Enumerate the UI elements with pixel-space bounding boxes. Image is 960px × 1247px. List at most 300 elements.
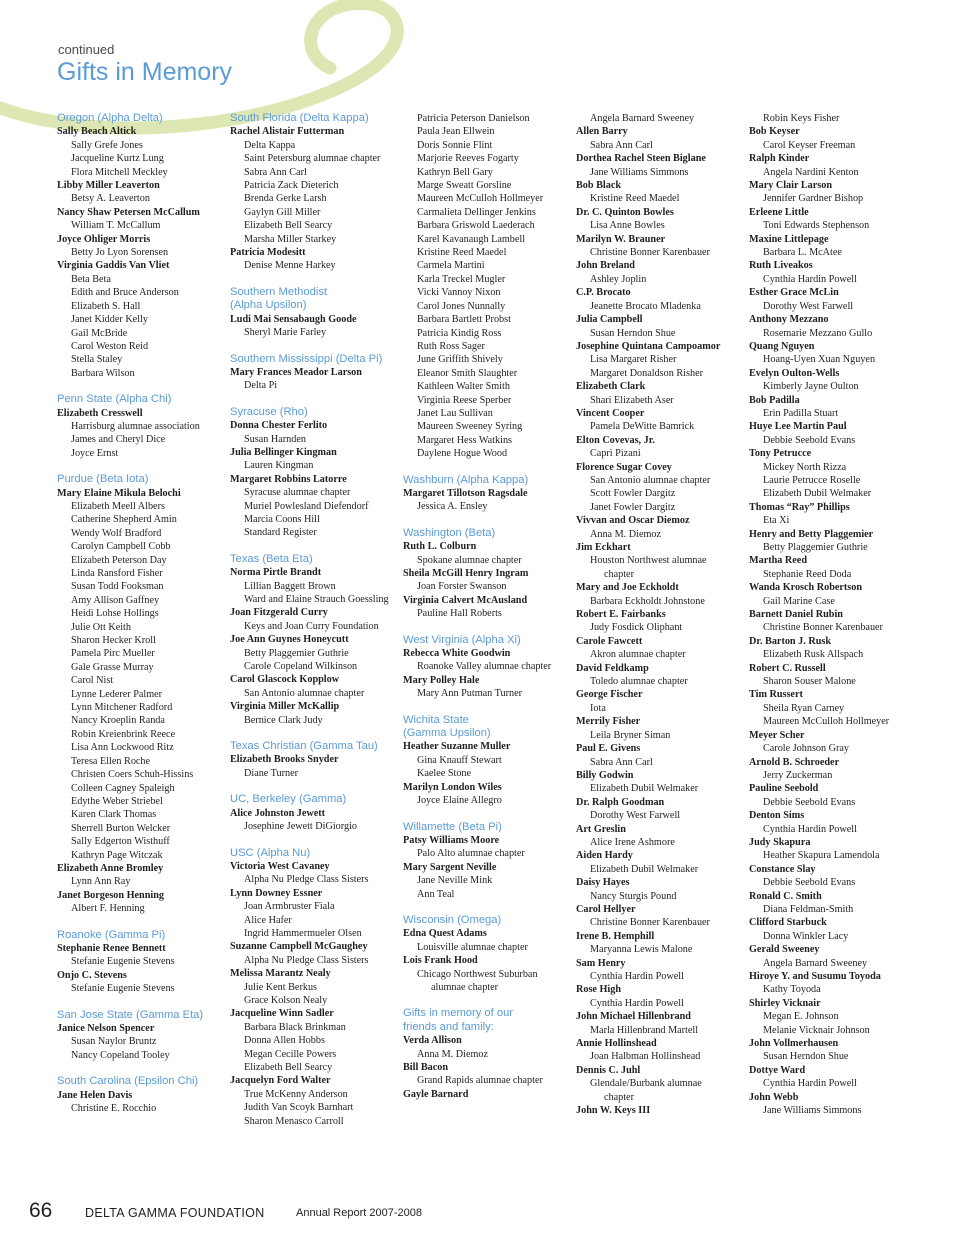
- donor-name: Marcia Coons Hill: [244, 513, 320, 525]
- donor-name: Gina Knauff Stewart: [417, 754, 502, 766]
- honoree-name: Janice Nelson Spencer: [57, 1023, 155, 1034]
- honoree-name: Carol Glascock Kopplow: [230, 674, 340, 686]
- honoree-name: Huye Lee Martin Paul: [749, 421, 847, 433]
- donor-name: Gail McBride: [71, 327, 128, 339]
- donor-name: Sabra Ann Carl: [244, 166, 307, 178]
- donor-name: Ingrid Hammermueler Olsen: [244, 927, 362, 939]
- honoree-name: Virginia Miller McKallip: [230, 701, 340, 713]
- chapter-heading: Southern Methodist: [230, 285, 328, 298]
- donor-name: Catherine Shepherd Amin: [71, 514, 177, 526]
- honoree-name: Margaret Robbins Latorre: [230, 473, 347, 485]
- donor-name: Carol Weston Reid: [71, 340, 149, 352]
- donor-name: Delta Pi: [244, 380, 278, 392]
- honoree-name: Dennis C. Juhl: [576, 1064, 641, 1076]
- donor-name: Linda Ransford Fisher: [71, 568, 163, 579]
- donor-name: Teresa Ellen Roche: [71, 755, 151, 767]
- honoree-name: Stephanie Renee Bennett: [57, 942, 166, 954]
- honoree-name: Barnett Daniel Rubin: [749, 609, 843, 621]
- donor-name: Maureen McCulloh Hollmeyer: [763, 716, 890, 728]
- donor-name: Christen Coers Schuh-Hissins: [71, 769, 194, 781]
- donor-name: Syracuse alumnae chapter: [244, 487, 351, 499]
- column-3: [403, 112, 571, 1101]
- donor-name: Betsy A. Leaverton: [71, 193, 150, 205]
- honoree-name: Carol Hellyer: [576, 903, 636, 915]
- donor-name: Kathryn Page Witczak: [71, 849, 163, 861]
- donor-name: Roanoke Valley alumnae chapter: [417, 661, 552, 673]
- chapter-section: [57, 393, 225, 460]
- donor-name: Sharon Souser Malone: [763, 676, 856, 688]
- donor-name: Angela Nardini Kenton: [763, 166, 859, 178]
- donor-name: Bernice Clark Judy: [244, 714, 323, 726]
- chapter-heading: Gifts in memory of our: [403, 1007, 514, 1020]
- honoree-name: Maxine Littlepage: [749, 233, 829, 245]
- honoree-name: Sheila McGill Henry Ingram: [403, 568, 529, 579]
- donor-name: Lisa Ann Lockwood Ritz: [71, 742, 174, 754]
- honoree-name: Mary and Joe Eckholdt: [576, 582, 679, 594]
- donor-name: Christine E. Rocchio: [71, 1103, 157, 1115]
- honoree-name: Lois Frank Hood: [403, 955, 478, 967]
- honoree-name: Wanda Krosch Robertson: [749, 582, 863, 594]
- donor-name: Edith and Bruce Anderson: [71, 287, 179, 299]
- donor-name: Lynn Mitchener Radford: [71, 702, 173, 714]
- donor-name: Kathleen Walter Smith: [417, 381, 510, 393]
- donor-name: Maureen Sweeney Syring: [417, 421, 523, 433]
- chapter-heading: Roanoke (Gamma Pi): [57, 928, 166, 941]
- donor-name: Julie Ott Keith: [71, 621, 131, 633]
- donor-name: Barbara Eckholdt Johnstone: [590, 595, 705, 607]
- honoree-name: Patricia Modesitt: [230, 247, 306, 259]
- chapter-section: [230, 793, 398, 833]
- donor-name: Carol Jones Nunnally: [417, 300, 506, 312]
- donor-name: Kathryn Bell Gary: [417, 166, 493, 178]
- honoree-name: Ralph Kinder: [749, 153, 810, 165]
- donor-name: Pamela DeWitte Bamrick: [590, 421, 695, 433]
- honoree-name: Gayle Barnard: [403, 1088, 469, 1100]
- donor-name: Kaelee Stone: [417, 768, 472, 780]
- honoree-name: Jane Helen Davis: [57, 1089, 133, 1101]
- honoree-name: Evelyn Oulton-Wells: [749, 367, 840, 379]
- donor-name: Keys and Joan Curry Foundation: [244, 620, 379, 632]
- chapter-section: [403, 474, 571, 514]
- donor-name: Lillian Baggett Brown: [244, 580, 336, 592]
- donor-name: Shari Elizabeth Aser: [590, 394, 674, 406]
- donor-name: Angela Barnard Sweeney: [590, 113, 695, 124]
- honoree-name: Bob Keyser: [749, 126, 800, 138]
- donor-name: Spokane alumnae chapter: [417, 554, 522, 566]
- donor-name: Alice Hafer: [244, 914, 292, 926]
- donor-name: Christine Bonner Karenbauer: [763, 622, 883, 634]
- donor-name: Donna Allen Hobbs: [244, 1035, 325, 1047]
- honoree-name: Shirley Vicknair: [749, 997, 821, 1009]
- donor-name: Judith Van Scoyk Barnhart: [244, 1102, 354, 1114]
- donor-name: Lisa Margaret Risher: [590, 354, 677, 366]
- donor-name: Jennifer Gardner Bishop: [763, 193, 864, 205]
- donor-name: Heidi Lohse Hollings: [71, 608, 159, 620]
- donor-name: Grand Rapids alumnae chapter: [417, 1075, 543, 1087]
- chapter-heading: UC, Berkeley (Gamma): [230, 793, 347, 806]
- honoree-name: Joan Fitzgerald Curry: [230, 607, 328, 619]
- donor-name: Elizabeth Rusk Allspach: [763, 649, 864, 661]
- donor-name: Gaylyn Gill Miller: [244, 206, 321, 218]
- donor-name: Mary Ann Putman Turner: [417, 688, 522, 700]
- honoree-name: Martha Reed: [749, 555, 807, 567]
- honoree-name: Irene B. Hemphill: [576, 930, 655, 942]
- honoree-name: Heather Suzanne Muller: [403, 741, 511, 753]
- donor-name: San Antonio alumnae chapter: [244, 687, 365, 699]
- column-4: [576, 112, 748, 1117]
- donor-name: Anna M. Diemoz: [417, 1048, 489, 1060]
- donor-name: Barbara Griswold Laederach: [417, 220, 535, 232]
- honoree-name: Billy Godwin: [576, 769, 634, 781]
- honoree-name: Elton Covevas, Jr.: [576, 434, 655, 446]
- honoree-name: Janet Borgeson Henning: [57, 889, 164, 901]
- donor-name: Donna Winkler Lacy: [763, 930, 849, 942]
- donor-name: Joyce Ernst: [71, 447, 119, 459]
- honoree-name: Judy Skapura: [749, 836, 811, 848]
- donor-name: Kimberly Jayne Oulton: [763, 381, 859, 393]
- honoree-name: Dr. Barton J. Rusk: [749, 635, 831, 647]
- donor-name: Joan Halbman Hollinshead: [590, 1051, 701, 1063]
- donor-name: Pauline Hall Roberts: [417, 608, 502, 620]
- donor-name: Carolyn Campbell Cobb: [71, 541, 171, 553]
- donor-name: Cynthia Hardin Powell: [763, 823, 857, 835]
- honoree-name: Margaret Tillotson Ragsdale: [403, 487, 528, 499]
- donor-name: Elizabeth Meell Albers: [71, 500, 165, 512]
- chapter-section: [403, 914, 571, 994]
- chapter-heading: South Carolina (Epsilon Chi): [57, 1075, 199, 1088]
- donor-name: Brenda Gerke Larsh: [244, 193, 327, 205]
- honoree-name: David Feldkamp: [576, 662, 649, 674]
- donor-name: Christine Bonner Karenbauer: [590, 917, 710, 929]
- chapter-section: [576, 112, 748, 1117]
- chapter-section: [230, 553, 398, 727]
- donor-name: Jessica A. Ensley: [417, 501, 488, 513]
- donor-name: Marsha Miller Starkey: [244, 233, 337, 245]
- donor-name: Capri Pizani: [590, 448, 641, 460]
- donor-name: Barbara Wilson: [71, 367, 135, 379]
- donor-name: Sheryl Marie Farley: [244, 327, 327, 339]
- chapter-heading: Washington (Beta): [403, 526, 496, 539]
- honoree-name: Arnold B. Schroeder: [749, 756, 840, 768]
- donor-name: Susan Herndon Shue: [763, 1051, 849, 1063]
- donor-name: Marjorie Reeves Fogarty: [417, 153, 519, 165]
- donor-name: Amy Allison Gaffney: [71, 594, 160, 606]
- chapter-heading: Syracuse (Rho): [230, 405, 308, 418]
- honoree-name: Jim Eckhart: [576, 542, 631, 553]
- honoree-name: Suzanne Campbell McGaughey: [230, 941, 368, 953]
- chapter-section: [230, 740, 398, 780]
- chapter-heading: Wichita State: [403, 713, 469, 726]
- honoree-name: Alice Johnston Jewett: [230, 807, 326, 819]
- donor-name: Cynthia Hardin Powell: [590, 997, 684, 1009]
- donor-name: Jane Neville Mink: [417, 875, 493, 887]
- donor-name: Edythe Weber Striebel: [71, 795, 163, 807]
- honoree-name: Dottye Ward: [749, 1064, 806, 1076]
- honoree-name: Denton Sims: [749, 810, 805, 822]
- donor-name: Sally Edgerton Wisthuff: [71, 836, 170, 848]
- donor-name: Kathy Toyoda: [763, 984, 821, 996]
- honoree-name: Marilyn W. Brauner: [576, 233, 666, 245]
- honoree-name: Bob Padilla: [749, 394, 800, 406]
- donor-name: Diana Feldman-Smith: [763, 903, 854, 915]
- honoree-name: Joe Ann Guynes Honeycutt: [230, 634, 349, 646]
- column-1: [57, 112, 225, 1115]
- honoree-name: John Michael Hillenbrand: [576, 1011, 691, 1023]
- donor-name: Margaret Hess Watkins: [417, 434, 512, 446]
- honoree-name: Edna Quest Adams: [403, 928, 487, 940]
- honoree-name: Nancy Shaw Petersen McCallum: [57, 206, 200, 218]
- page-number: 66: [29, 1199, 53, 1222]
- donor-name: Betty Jo Lyon Sorensen: [71, 247, 169, 259]
- donor-name: Sharon Hecker Kroll: [71, 635, 156, 647]
- chapter-section: [749, 112, 929, 1117]
- donor-name: Flora Mitchell Meckley: [71, 166, 168, 178]
- donor-name: Susan Naylor Bruntz: [71, 1036, 157, 1048]
- honoree-name: Tony Petrucce: [749, 448, 812, 460]
- donor-name: Barbara Black Brinkman: [244, 1021, 346, 1033]
- honoree-name: Aiden Hardy: [576, 850, 633, 862]
- honoree-name: Anthony Mezzano: [749, 314, 829, 326]
- donor-name: Janet Fowler Dargitz: [590, 501, 676, 513]
- donor-name: Ward and Elaine Strauch Goessling: [244, 594, 389, 605]
- honoree-name: Allen Barry: [576, 126, 628, 138]
- donor-name: Carmela Martini: [417, 260, 485, 272]
- donor-name: Elizabeth Peterson Day: [71, 554, 167, 566]
- honoree-name: John W. Keys III: [576, 1105, 651, 1117]
- donor-name: Dorothy West Farwell: [590, 810, 681, 822]
- honoree-name: Dr. Ralph Goodman: [576, 796, 665, 808]
- honoree-name: Donna Chester Ferlito: [230, 420, 328, 432]
- donor-name: Lisa Anne Bowles: [590, 220, 665, 232]
- donor-name: Stefanie Eugenie Stevens: [71, 956, 175, 968]
- donor-name: Cynthia Hardin Powell: [763, 273, 857, 285]
- donor-name: Melanie Vicknair Johnson: [763, 1024, 870, 1036]
- honoree-name: Virginia Gaddis Van Vliet: [57, 260, 170, 272]
- donor-name: Daylene Hogue Wood: [417, 448, 508, 460]
- donor-name: Iota: [590, 702, 606, 714]
- honoree-name: Rachel Alistair Futterman: [230, 126, 345, 138]
- donor-name: Anna M. Diemoz: [590, 528, 662, 540]
- donor-name: Wendy Wolf Bradford: [71, 527, 162, 539]
- chapter-heading: (Gamma Upsilon): [403, 727, 491, 740]
- donor-name: Jeanette Brocato Mladenka: [590, 300, 701, 312]
- donor-name: Elizabeth Dubil Welmaker: [590, 783, 699, 795]
- donor-name: Carole Johnson Gray: [763, 743, 850, 755]
- honoree-name: Erleene Little: [749, 206, 809, 218]
- donor-name: Hoang-Uyen Xuan Nguyen: [763, 354, 876, 366]
- honoree-name: Tim Russert: [749, 689, 803, 701]
- chapter-heading: Washburn (Alpha Kappa): [403, 473, 529, 486]
- footer-organization: DELTA GAMMA FOUNDATION: [85, 1206, 265, 1220]
- honoree-name: Onjo C. Stevens: [57, 969, 127, 981]
- honoree-name: Dorthea Rachel Steen Biglane: [576, 153, 706, 165]
- honoree-name: Quang Nguyen: [749, 340, 815, 352]
- donor-name: Elizabeth Bell Searcy: [244, 220, 333, 232]
- honoree-name: Bill Bacon: [403, 1062, 449, 1073]
- donor-name: Scott Fowler Dargitz: [590, 488, 676, 500]
- honoree-name: Robert E. Fairbanks: [576, 609, 666, 621]
- donor-name: Muriel Powlesland Diefendorf: [244, 500, 369, 512]
- donor-name: Ruth Ross Sager: [417, 340, 485, 352]
- footer-report-title: Annual Report 2007-2008: [296, 1207, 422, 1219]
- donor-name: Saint Petersburg alumnae chapter: [244, 153, 381, 165]
- donor-name: Joan Armbruster Fiala: [244, 901, 335, 913]
- honoree-name: Robert C. Russell: [749, 662, 826, 674]
- honoree-name: Mary Frances Meador Larson: [230, 366, 362, 378]
- donor-name: Susan Todd Fooksman: [71, 581, 164, 593]
- honoree-name: Julia Bellinger Kingman: [230, 446, 337, 458]
- donor-name: Akron alumnae chapter: [590, 649, 686, 661]
- chapter-heading: friends and family:: [403, 1020, 494, 1033]
- chapter-section: [57, 929, 225, 996]
- donor-name: chapter: [604, 568, 634, 580]
- donor-name: Mickey North Rizza: [763, 461, 847, 473]
- chapter-section: [403, 1007, 571, 1101]
- honoree-name: Mary Clair Larson: [749, 180, 833, 192]
- donor-name: Debbie Seebold Evans: [763, 877, 856, 889]
- honoree-name: Vivvan and Oscar Diemoz: [576, 515, 690, 527]
- donor-name: Ann Teal: [417, 888, 455, 900]
- honoree-name: Bob Black: [576, 180, 622, 192]
- honoree-name: Annie Hollinshead: [576, 1038, 657, 1050]
- donor-name: Josephine Jewett DiGiorgio: [244, 821, 357, 833]
- honoree-name: Jacqueline Winn Sadler: [230, 1008, 334, 1020]
- honoree-name: Julia Campbell: [576, 314, 643, 326]
- donor-name: Marge Sweatt Gorsline: [417, 180, 512, 192]
- honoree-name: Norma Pirtle Brandt: [230, 567, 322, 579]
- donor-name: Patricia Zack Dieterich: [244, 180, 339, 192]
- honoree-name: Vincent Cooper: [576, 407, 645, 419]
- chapter-section: [230, 112, 398, 273]
- chapter-section: [57, 112, 225, 380]
- donor-name: Jerry Zuckerman: [763, 769, 833, 781]
- donor-name: Sally Grefe Jones: [71, 139, 143, 151]
- donor-name: Toledo alumnae chapter: [590, 676, 688, 688]
- donor-name: Lynn Ann Ray: [71, 876, 131, 888]
- donor-name: Albert F. Henning: [71, 903, 145, 915]
- column-2: [230, 112, 398, 1128]
- honoree-name: Elizabeth Clark: [576, 381, 646, 393]
- donor-name: Eta Xi: [763, 515, 790, 527]
- donor-name: Carole Copeland Wilkinson: [244, 661, 358, 673]
- honoree-name: Esther Grace McLin: [749, 287, 839, 299]
- donor-name: Gale Grasse Murray: [71, 661, 154, 673]
- donor-name: Grace Kolson Nealy: [244, 994, 328, 1006]
- honoree-name: Rebecca White Goodwin: [403, 648, 511, 660]
- donor-name: Susan Herndon Shue: [590, 327, 676, 339]
- donor-name: Sabra Ann Carl: [590, 139, 653, 151]
- donor-name: Heather Skapura Lamendola: [763, 850, 880, 862]
- donor-name: Elizabeth Dubil Welmaker: [590, 863, 699, 875]
- donor-name: Angela Barnard Sweeney: [763, 957, 868, 969]
- chapter-heading: (Alpha Upsilon): [230, 299, 307, 312]
- donor-name: Erin Padilla Stuart: [763, 407, 839, 419]
- donor-name: Patricia Peterson Danielson: [417, 113, 530, 124]
- donor-name: Maureen McCulloh Hollmeyer: [417, 193, 544, 205]
- chapter-section: [57, 1009, 225, 1063]
- honoree-name: Merrily Fisher: [576, 716, 641, 728]
- donor-name: Leila Bryner Siman: [590, 729, 671, 741]
- honoree-name: Mary Polley Hale: [403, 674, 480, 686]
- donor-name: Louisville alumnae chapter: [417, 941, 528, 953]
- honoree-name: Elizabeth Anne Bromley: [57, 862, 164, 874]
- donor-name: Barbara Bartlett Probst: [417, 314, 511, 326]
- donor-name: Cynthia Hardin Powell: [763, 1078, 857, 1090]
- honoree-name: Joyce Ohliger Morris: [57, 233, 151, 245]
- honoree-name: Lynn Downey Essner: [230, 887, 323, 899]
- donor-name: alumnae chapter: [431, 981, 499, 993]
- chapter-heading: Wisconsin (Omega): [403, 913, 502, 926]
- donor-name: Houston Northwest alumnae: [590, 555, 707, 567]
- donor-name: Doris Sonnie Flint: [417, 139, 493, 151]
- honoree-name: Gerald Sweeney: [749, 944, 820, 956]
- donor-name: Janet Kidder Kelly: [71, 314, 148, 326]
- donor-name: Nancy Kroeplin Randa: [71, 715, 165, 727]
- honoree-name: Pauline Seebold: [749, 783, 819, 795]
- donor-name: Delta Kappa: [244, 139, 296, 151]
- donor-name: Christine Bonner Karenbauer: [590, 247, 710, 259]
- donor-name: Carol Keyser Freeman: [763, 139, 856, 151]
- donor-name: Kristine Reed Maedel: [417, 247, 507, 259]
- donor-name: Janet Lau Sullivan: [417, 407, 493, 419]
- donor-name: Jane Williams Simmons: [763, 1105, 862, 1117]
- donor-name: Barbara L. McAtee: [763, 247, 842, 259]
- chapter-heading: USC (Alpha Nu): [230, 846, 311, 859]
- honoree-name: Rose High: [576, 984, 621, 996]
- donor-name: Nancy Copeland Tooley: [71, 1049, 170, 1061]
- donor-name: Eleanor Smith Slaughter: [417, 367, 518, 379]
- honoree-name: Melissa Marantz Nealy: [230, 968, 331, 980]
- honoree-name: Jacquelyn Ford Walter: [230, 1075, 331, 1087]
- donor-name: Karla Treckel Mugler: [417, 273, 506, 285]
- donor-name: Stefanie Eugenie Stevens: [71, 983, 175, 995]
- chapter-heading: Southern Mississippi (Delta Pi): [230, 352, 383, 365]
- honoree-name: Ruth L. Colburn: [403, 541, 477, 553]
- donor-name: Sharon Menasco Carroll: [244, 1115, 344, 1127]
- chapter-heading: Penn State (Alpha Chi): [57, 393, 172, 406]
- honoree-name: Ludi Mai Sensabaugh Goode: [230, 313, 357, 325]
- chapter-heading: Willamette (Beta Pi): [403, 820, 502, 833]
- donor-name: Betty Plaggemier Guthrie: [244, 647, 349, 659]
- donor-name: Alice Irene Ashmore: [590, 836, 675, 848]
- column-5: [749, 112, 929, 1117]
- donor-name: Pamela Pirc Mueller: [71, 648, 155, 660]
- donor-name: True McKenny Anderson: [244, 1088, 348, 1100]
- honoree-name: John Vollmerhausen: [749, 1038, 839, 1050]
- donor-name: Harrisburg alumnae association: [71, 420, 200, 432]
- donor-name: Jacqueline Kurtz Lung: [71, 153, 164, 165]
- donor-name: Virginia Reese Sperber: [417, 394, 512, 406]
- honoree-name: Thomas “Ray” Phillips: [749, 501, 850, 513]
- honoree-name: Paul E. Givens: [576, 743, 641, 755]
- chapter-heading: Purdue (Beta Iota): [57, 473, 149, 486]
- chapter-section: [403, 527, 571, 621]
- donor-name: Maryanna Lewis Malone: [590, 944, 693, 956]
- honoree-name: Art Greslin: [576, 823, 626, 835]
- donor-name: Alpha Nu Pledge Class Sisters: [244, 954, 369, 966]
- donor-name: Rosemarie Mezzano Gullo: [763, 327, 873, 339]
- donor-name: Gail Marine Case: [763, 595, 835, 607]
- donor-name: Carol Nist: [71, 675, 114, 687]
- honoree-name: Patsy Williams Moore: [403, 834, 500, 846]
- donor-name: Chicago Northwest Suburban: [417, 968, 538, 980]
- donor-name: Susan Harnden: [244, 433, 306, 445]
- donor-name: James and Cheryl Dice: [71, 434, 166, 446]
- chapter-section: [403, 714, 571, 808]
- donor-name: Cynthia Hardin Powell: [590, 971, 684, 982]
- donor-name: Beta Beta: [71, 273, 111, 285]
- donor-name: Joyce Elaine Allegro: [417, 795, 502, 807]
